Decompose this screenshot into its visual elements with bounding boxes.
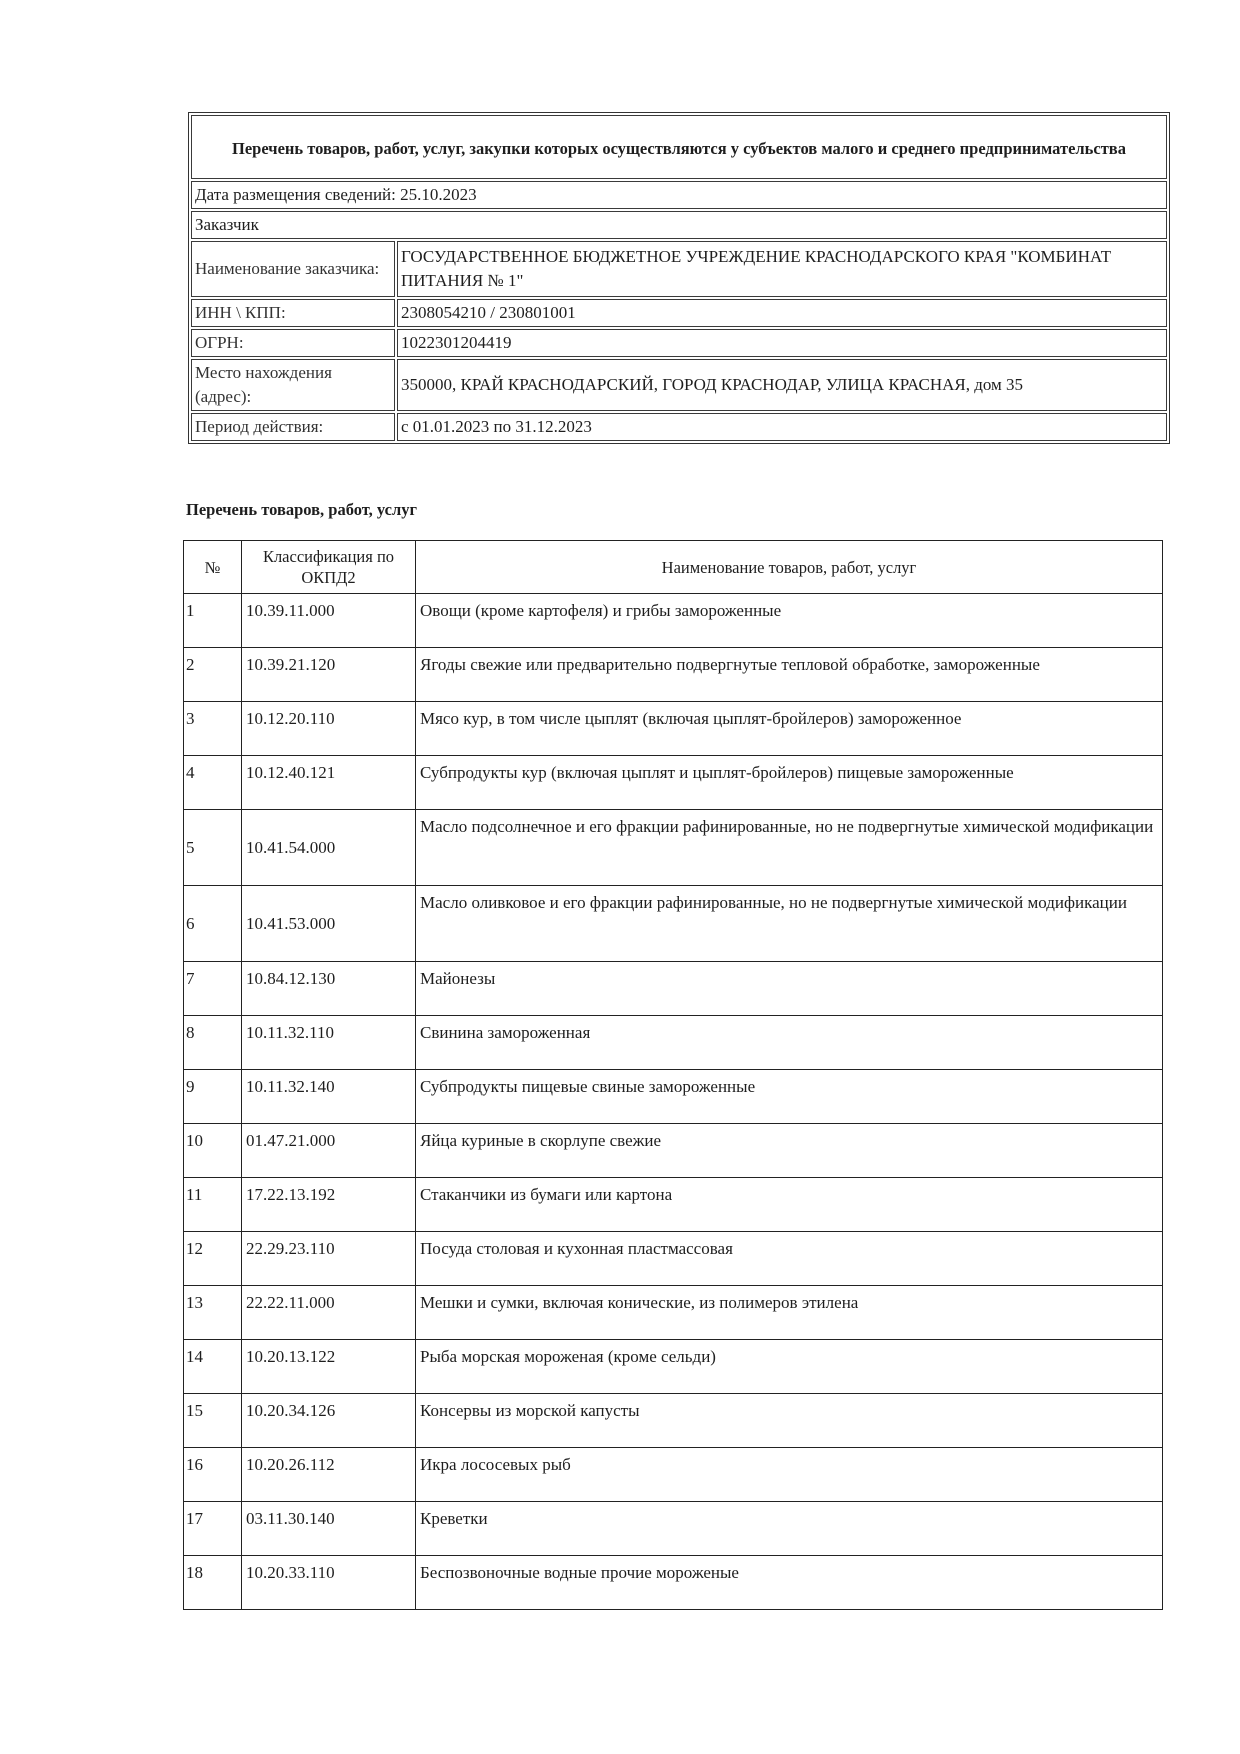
row-name: Яйца куриные в скорлупе свежие — [416, 1124, 1163, 1178]
column-header-code: Классификация по ОКПД2 — [242, 541, 416, 594]
row-code: 10.12.20.110 — [242, 702, 416, 756]
row-code: 10.20.26.112 — [242, 1448, 416, 1502]
table-row — [184, 756, 1163, 810]
row-number: 2 — [184, 648, 242, 702]
row-number: 7 — [184, 962, 242, 1016]
row-number: 14 — [184, 1340, 242, 1394]
row-code: 10.20.34.126 — [242, 1394, 416, 1448]
table-row — [184, 1232, 1163, 1286]
row-name: Масло оливковое и его фракции рафинированные, но не подвергнутые химической модификации — [416, 886, 1163, 962]
row-number: 4 — [184, 756, 242, 810]
row-code: 10.20.33.110 — [242, 1556, 416, 1610]
row-code: 10.84.12.130 — [242, 962, 416, 1016]
items-table — [183, 540, 1163, 1610]
table-row — [184, 1556, 1163, 1610]
row-code: 01.47.21.000 — [242, 1124, 416, 1178]
row-number: 16 — [184, 1448, 242, 1502]
row-name: Беспозвоночные водные прочие мороженые — [416, 1556, 1163, 1610]
row-name: Креветки — [416, 1502, 1163, 1556]
row-number: 18 — [184, 1556, 242, 1610]
customer-name-value: ГОСУДАРСТВЕННОЕ БЮДЖЕТНОЕ УЧРЕЖДЕНИЕ КРАСНОДАРСКОГО КРАЯ "КОМБИНАТ ПИТАНИЯ № 1" — [397, 241, 1167, 297]
row-number: 13 — [184, 1286, 242, 1340]
row-number: 1 — [184, 594, 242, 648]
row-name: Масло подсолнечное и его фракции рафинированные, но не подвергнутые химической модификации — [416, 810, 1163, 886]
period-label: Период действия: — [191, 413, 395, 441]
row-name: Свинина замороженная — [416, 1016, 1163, 1070]
table-row — [184, 702, 1163, 756]
row-number: 12 — [184, 1232, 242, 1286]
row-code: 22.29.23.110 — [242, 1232, 416, 1286]
table-row — [184, 886, 1163, 962]
row-code: 10.11.32.110 — [242, 1016, 416, 1070]
row-code: 10.12.40.121 — [242, 756, 416, 810]
row-name: Посуда столовая и кухонная пластмассовая — [416, 1232, 1163, 1286]
row-number: 15 — [184, 1394, 242, 1448]
table-row — [184, 1124, 1163, 1178]
ogrn-label: ОГРН: — [191, 329, 395, 357]
ogrn-value: 1022301204419 — [397, 329, 1167, 357]
row-name: Субпродукты пищевые свиные замороженные — [416, 1070, 1163, 1124]
customer-name-label: Наименование заказчика: — [191, 241, 395, 297]
address-label: Место нахождения (адрес): — [191, 359, 395, 411]
table-row — [184, 1178, 1163, 1232]
table-row — [184, 810, 1163, 886]
row-code: 10.41.54.000 — [242, 810, 416, 886]
row-code: 10.39.21.120 — [242, 648, 416, 702]
row-name: Майонезы — [416, 962, 1163, 1016]
row-code: 03.11.30.140 — [242, 1502, 416, 1556]
table-row — [184, 1394, 1163, 1448]
row-code: 22.22.11.000 — [242, 1286, 416, 1340]
table-row — [184, 594, 1163, 648]
customer-section-label: Заказчик — [191, 211, 1167, 239]
table-row — [184, 1286, 1163, 1340]
placement-date: Дата размещения сведений: 25.10.2023 — [191, 181, 1167, 209]
row-name: Мешки и сумки, включая конические, из полимеров этилена — [416, 1286, 1163, 1340]
column-header-num: № — [184, 541, 242, 594]
table-row — [184, 962, 1163, 1016]
table-row — [184, 1016, 1163, 1070]
address-value: 350000, КРАЙ КРАСНОДАРСКИЙ, ГОРОД КРАСНОДАР, УЛИЦА КРАСНАЯ, дом 35 — [397, 359, 1167, 411]
row-name: Стаканчики из бумаги или картона — [416, 1178, 1163, 1232]
row-name: Икра лососевых рыб — [416, 1448, 1163, 1502]
row-code: 10.20.13.122 — [242, 1340, 416, 1394]
row-name: Мясо кур, в том числе цыплят (включая цыплят-бройлеров) замороженное — [416, 702, 1163, 756]
row-number: 9 — [184, 1070, 242, 1124]
row-code: 10.41.53.000 — [242, 886, 416, 962]
row-name: Рыба морская мороженая (кроме сельди) — [416, 1340, 1163, 1394]
table-row — [184, 1340, 1163, 1394]
inn-kpp-value: 2308054210 / 230801001 — [397, 299, 1167, 327]
column-header-name: Наименование товаров, работ, услуг — [416, 541, 1163, 594]
table-row — [184, 1448, 1163, 1502]
list-title: Перечень товаров, работ, услуг — [186, 500, 417, 519]
row-number: 10 — [184, 1124, 242, 1178]
row-code: 10.39.11.000 — [242, 594, 416, 648]
row-number: 17 — [184, 1502, 242, 1556]
row-name: Субпродукты кур (включая цыплят и цыплят-бройлеров) пищевые замороженные — [416, 756, 1163, 810]
inn-kpp-label: ИНН \ КПП: — [191, 299, 395, 327]
row-name: Консервы из морской капусты — [416, 1394, 1163, 1448]
table-row — [184, 648, 1163, 702]
row-name: Овощи (кроме картофеля) и грибы замороженные — [416, 594, 1163, 648]
customer-info-table — [188, 112, 1170, 444]
row-number: 5 — [184, 810, 242, 886]
row-name: Ягоды свежие или предварительно подвергнутые тепловой обработке, замороженные — [416, 648, 1163, 702]
row-number: 11 — [184, 1178, 242, 1232]
table-row — [184, 1070, 1163, 1124]
row-code: 17.22.13.192 — [242, 1178, 416, 1232]
row-number: 3 — [184, 702, 242, 756]
row-number: 8 — [184, 1016, 242, 1070]
table-row — [184, 1502, 1163, 1556]
row-number: 6 — [184, 886, 242, 962]
period-value: с 01.01.2023 по 31.12.2023 — [397, 413, 1167, 441]
row-code: 10.11.32.140 — [242, 1070, 416, 1124]
document-title: Перечень товаров, работ, услуг, закупки которых осуществляются у субъектов малого и среднего предпринимательства — [191, 115, 1167, 179]
